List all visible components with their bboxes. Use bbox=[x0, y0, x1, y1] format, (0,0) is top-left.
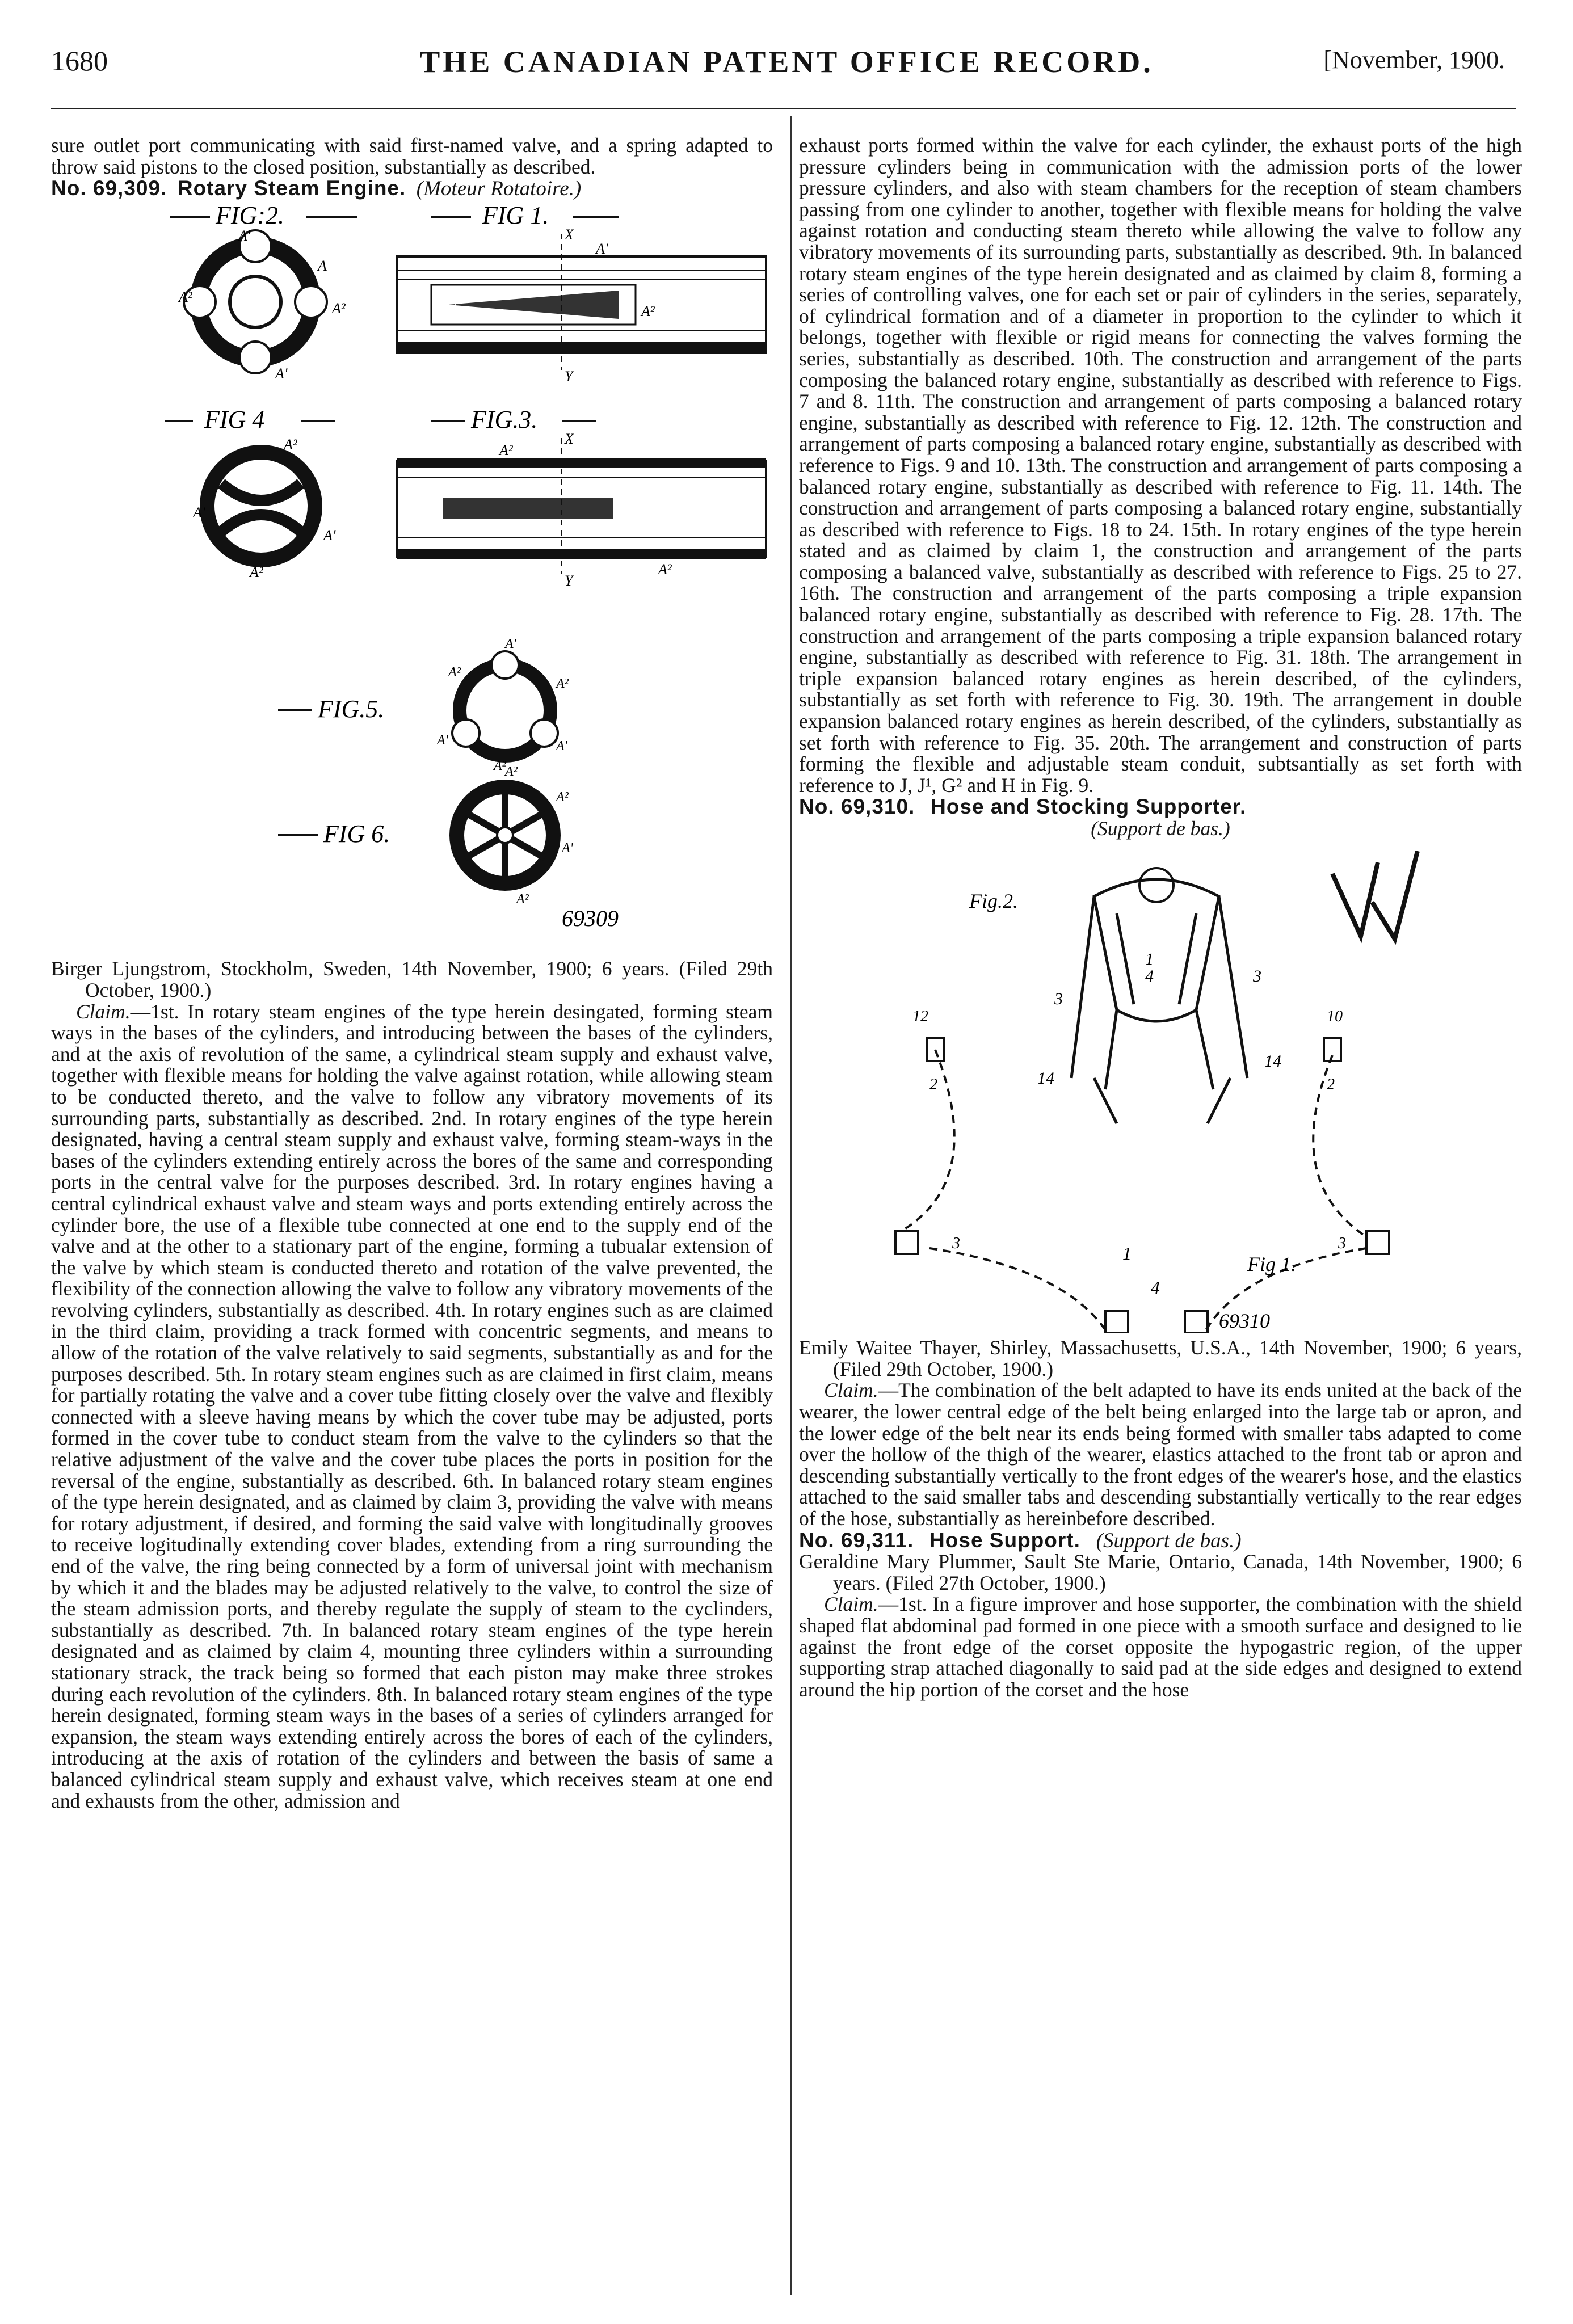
journal-title: THE CANADIAN PATENT OFFICE RECORD. bbox=[419, 45, 1154, 79]
page-header bbox=[0, 44, 1573, 84]
patent-number: No. 69,310. bbox=[799, 795, 915, 819]
svg-text:1: 1 bbox=[1145, 949, 1154, 969]
svg-text:A²: A² bbox=[448, 664, 461, 680]
svg-text:A²: A² bbox=[250, 563, 263, 580]
svg-text:3: 3 bbox=[1253, 966, 1261, 986]
claim-label: Claim. bbox=[824, 1593, 878, 1616]
svg-text:A': A' bbox=[193, 504, 205, 521]
left-column bbox=[51, 135, 773, 1812]
fig-label: FIG:2. bbox=[216, 201, 284, 229]
svg-text:1: 1 bbox=[1122, 1243, 1132, 1264]
svg-text:A²: A² bbox=[443, 300, 456, 317]
claim-text: —1st. In a figure improver and hose supporter, the combination with the shield shaped flat abdominal pad formed in one piece with a smooth surface and designed to lie against the front edge of the corset opposite the hypogastric region, of the upper supporting strap attached diagonally to said pad at the side edges and designed to extend around the hip portion of the corset and the hose bbox=[799, 1593, 1522, 1701]
svg-text:A: A bbox=[318, 257, 327, 274]
claim-paragraph bbox=[799, 1594, 1522, 1700]
patent-french-title: (Support de bas.) bbox=[1096, 1529, 1242, 1552]
svg-text:A²: A² bbox=[658, 561, 672, 578]
svg-text:A': A' bbox=[238, 227, 251, 244]
patent-heading-69311 bbox=[799, 1530, 1522, 1552]
svg-text:A²: A² bbox=[516, 891, 529, 907]
svg-text:A²: A² bbox=[499, 441, 513, 458]
svg-text:12: 12 bbox=[912, 1007, 928, 1025]
svg-text:10: 10 bbox=[1327, 1007, 1343, 1025]
claim-label: Claim. bbox=[76, 1000, 131, 1023]
svg-text:14: 14 bbox=[1037, 1068, 1054, 1088]
svg-text:3: 3 bbox=[952, 1234, 960, 1252]
svg-text:4: 4 bbox=[1151, 1277, 1160, 1298]
claim-label: Claim. bbox=[824, 1379, 878, 1402]
svg-text:A': A' bbox=[323, 527, 336, 544]
patent-drawing-number: 69309 bbox=[562, 905, 619, 931]
fig-label: Fig 1. bbox=[1247, 1252, 1296, 1275]
inventor-line: Emily Waitee Thayer, Shirley, Massachusetts, U.S.A., 14th November, 1900; 6 years, (Filed 29th October, 1900.) bbox=[799, 1336, 1522, 1380]
claim-paragraph bbox=[799, 1380, 1522, 1529]
svg-text:A': A' bbox=[505, 636, 516, 651]
svg-text:2: 2 bbox=[930, 1075, 937, 1093]
svg-text:A': A' bbox=[562, 840, 573, 856]
patent-french-title: (Support de bas.) bbox=[1091, 817, 1230, 840]
svg-text:A²: A² bbox=[332, 300, 346, 317]
fig-label: FIG 6. bbox=[323, 819, 390, 848]
claim-text: —1st. In rotary steam engines of the type herein desingated, forming steam ways in the bases of the cylinders, and introducing between the bases of the cylinders, and at the axis of revolution of the same, a cylindrical steam supply and exhaust valve, together with flexible means for holding the valve against rotation, while allowing steam to be conducted thereto, and the valve to follow any vibratory movements of its surrounding parts, substantially as described. 2nd. In rotary engines of the type herein designated, having a central steam supply and exhaust valve, forming steam-ways in the bases of the cylinders extending entirely across the bores of the same and corresponding ports in the central valve for the purposes described. 3rd. In rotary engines having a central cylindrical exhaust valve and steam ways and ports extending entirely across the cylinder bore, the use of a flexible tube connected at one end to the supply end of the valve and at the other to a stationary part of the engine, forming a tubualar extension of the valve by which steam is conducted thereto and rotation of the valve prevented, the flexibility of the connection allowing the valve to follow any vibratory movements of the revolving cylinders, substantially as described. 4th. In rotary engines such as are claimed in the third claim, providing a track formed with concentric segments, and means to allow of the rotation of the valve relatively to said segments, substantially as and for the purposes described. 5th. In rotary steam engines such as are claimed in first claim, means for partially rotating the valve and a cover tube fitting closely over the valve and flexibly connected with a sleeve having means by which the cover tube may be adjusted, ports formed in the cover tube to conduct steam from the valve to the cylinders so that the relative adjustment of the valve and the cover tube places the ports in position for the reversal of the engine, substantially as described. 6th. In balanced rotary steam engines of the type herein designated, and as claimed by claim 3, providing the valve with means for rotary adjustment, if desired, and forming the said valve with longitudinally grooves to receive logitudinally extending cover blades, extending from a ring surrounding the end of the valve, the ring being connected by a form of universal joint with mechanism by which it and the blades may be adjusted relatively to the valve, to control the size of the steam admission ports, and thereby regulate the supply of steam to the cyclinders, substantially as described. 7th. In balanced rotary steam engines of the type herein designated and as claimed by claim 4, mounting three cylinders within a surrounding stationary strack, the track being so formed that each piston may make three strokes during each revolution of the cylinders. 8th. In balanced rotary steam engines of the type herein designated, forming steam ways in the bases of a series of cylinders arranged for expansion, the steam ways extending entirely across the bores of each of the cylinders, introducing at the axis of rotation of the cylinders and between the basis of same a balanced cylindrical steam supply and exhaust valve, which receives steam at one end and exhausts from the other, admission and bbox=[51, 1000, 773, 1812]
claim-paragraph bbox=[51, 1001, 773, 1812]
header-rule bbox=[51, 108, 1516, 109]
issue-date: [November, 1900. bbox=[1323, 46, 1505, 74]
svg-text:3: 3 bbox=[1338, 1234, 1346, 1252]
fig2-ring-section bbox=[178, 228, 346, 382]
svg-text:A²: A² bbox=[641, 302, 655, 319]
fig-label: Fig.2. bbox=[969, 889, 1018, 912]
patent-title: Hose and Stocking Supporter. bbox=[931, 795, 1247, 819]
patent-title: Rotary Steam Engine. bbox=[177, 176, 406, 200]
fig-label: FIG 1. bbox=[482, 201, 549, 229]
fig-label: FIG.5. bbox=[318, 694, 385, 723]
svg-text:Y: Y bbox=[565, 368, 573, 385]
svg-text:A²: A² bbox=[556, 676, 569, 691]
svg-text:A': A' bbox=[437, 732, 448, 748]
svg-text:A²: A² bbox=[505, 764, 518, 779]
page-number: 1680 bbox=[51, 45, 108, 77]
continued-claim-text: exhaust ports formed within the valve for each cylinder, the exhaust ports of the high pressure cylinders being in communication with the admission ports of the lower pressure cylinders, and also with steam chambers for the reception of steam chambers passing from one cylinder to another, together with flexible means for holding the valve against rotation and conducting steam thereto while allowing the valve to follow any vibratory movements of its surrounding parts, substantially as described. 9th. In balanced rotary steam engines of the type herein designated and as claimed by claim 8, forming a series of controlling valves, one for each set or pair of cylinders in the series, separately, of cylindrical formation and of a diameter in proportion to the cylinder to which it belongs, together with flexible or rigid means for connecting the valves forming the series, substantially as described. 10th. The construction and arrangement of the parts composing the balanced rotary engine, substantially as described with reference to Figs. 7 and 8. 11th. The construction and arrangement of parts composing a balanced rotary engine, substantially as described with reference to Fig. 12. 12th. The construction and arrangement of parts composing a balanced rotary engine, substantially as described with reference to Figs. 9 and 10. 13th. The construction and arrangement of parts composing a balanced rotary engine, substantially as described with reference to Fig. 11. 14th. The construction and arrangement of parts composing a balanced rotary engine, substantially as described with reference to Figs. 18 to 24. 15th. In rotary engines of the type herein stated and as claimed by claim 1, the construction and arrangement of the parts composing a balanced valve, substantially as described with reference to Figs. 25 to 27. 16th. The construction and arrangement of the parts composing a triple expansion balanced rotary engine, substantially as described with reference to Fig. 28. 17th. The construction and arrangement of the parts composing a triple expansion balanced rotary engine, substantially as described with reference to Fig. 31. 18th. The arrangement in triple expansion balanced rotary engines as herein described, of the cylinders, substantially as set forth with reference to Fig. 30. 19th. The arrangement in double expansion balanced rotary engines as herein described, of the cylinders, substantially as set forth with reference to Fig. 35. 20th. The arrangement and construction of parts forming the flexible and adjustable steam conduit, subtsantially as set forth with reference to J, J¹, G² and H in Fig. 9. bbox=[799, 134, 1522, 797]
svg-text:4: 4 bbox=[1145, 966, 1154, 986]
fig1-supporter-plan bbox=[895, 1008, 1389, 1333]
patent-number: No. 69,309. bbox=[51, 176, 167, 200]
svg-text:A²: A² bbox=[284, 436, 297, 453]
svg-text:A²: A² bbox=[179, 288, 192, 305]
patent-drawing-number: 69310 bbox=[1219, 1309, 1270, 1332]
svg-text:3: 3 bbox=[1054, 989, 1063, 1008]
fig4-ring-section bbox=[192, 436, 336, 580]
svg-text:A': A' bbox=[275, 365, 288, 382]
fig5-ring-section bbox=[436, 637, 569, 773]
patent-french-title: (Moteur Rotatoire.) bbox=[416, 177, 582, 201]
inventor-line: Geraldine Mary Plummer, Sault Ste Marie, Ontario, Canada, 14th November, 1900; 6 years. (Filed 27th October, 1900.) bbox=[799, 1550, 1522, 1594]
patent-heading-69309 bbox=[51, 178, 773, 200]
column-divider bbox=[790, 116, 792, 2295]
patent-title: Hose Support. bbox=[930, 1528, 1080, 1552]
svg-text:X: X bbox=[565, 430, 574, 447]
patent-heading-69310 bbox=[799, 796, 1522, 818]
svg-text:A': A' bbox=[556, 738, 567, 753]
fig-label: FIG.3. bbox=[471, 405, 538, 433]
claim-text: —The combination of the belt adapted to have its ends united at the back of the wearer, the lower central edge of the belt being enlarged into the large tab or apron, and the lower edge of the belt near its ends being formed with smaller tabs adapted to come over the hollow of the thigh of the wearer, elastics attached to the front tab or apron and descending substantially vertically to the front edges of the wearer's hose, and the elastics attached to the said smaller tabs and descending substantially vertically to the rear edges of the hose, substantially as hereinbefore described. bbox=[799, 1379, 1522, 1530]
inventor-line: Birger Ljungstrom, Stockholm, Sweden, 14th November, 1900; 6 years. (Filed 29th October, 1900.) bbox=[51, 957, 773, 1001]
continued-claim-text: sure outlet port communicating with said first-named valve, and a spring adapted to throw said pistons to the closed position, substantially as described. bbox=[51, 134, 773, 178]
patent-number: No. 69,311. bbox=[799, 1528, 914, 1552]
fig6-ring-section bbox=[457, 764, 574, 907]
right-column bbox=[799, 135, 1522, 1700]
fig2-supporter-front bbox=[1037, 868, 1281, 1123]
fig-label: FIG 4 bbox=[204, 405, 265, 433]
svg-text:14: 14 bbox=[1264, 1051, 1281, 1071]
patent-69310-drawing bbox=[799, 840, 1522, 1333]
svg-text:X: X bbox=[565, 226, 574, 243]
fig1-longitudinal-section bbox=[397, 226, 766, 385]
svg-text:A': A' bbox=[596, 240, 608, 257]
svg-text:A²: A² bbox=[556, 789, 569, 805]
svg-text:2: 2 bbox=[1327, 1075, 1335, 1093]
fig3-longitudinal-section bbox=[397, 431, 766, 589]
svg-text:A²: A² bbox=[494, 758, 506, 773]
svg-text:Y: Y bbox=[565, 572, 573, 589]
patent-69309-drawing bbox=[51, 200, 773, 954]
